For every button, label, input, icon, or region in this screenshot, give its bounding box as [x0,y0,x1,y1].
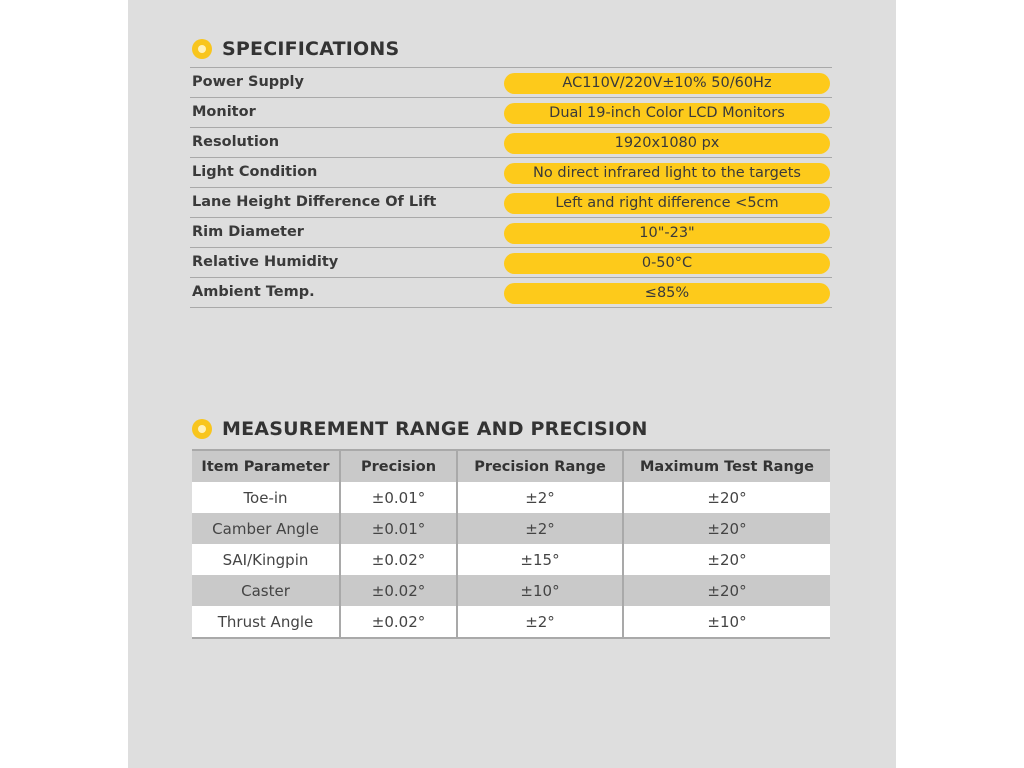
table-cell: ±15° [457,544,623,575]
table-cell: ±2° [457,606,623,638]
column-header-precision: Precision [340,450,457,482]
spec-value: No direct infrared light to the targets [504,163,830,184]
spec-row [190,248,832,278]
measurement-table [192,449,830,639]
spec-value: Left and right difference <5cm [504,193,830,214]
spec-label: Power Supply [192,74,304,90]
table-cell: ±20° [623,544,830,575]
measurement-heading [192,418,648,440]
specifications-list [190,67,832,308]
table-row [192,544,830,575]
yellow-bullet-icon [192,419,212,439]
yellow-bullet-icon [192,39,212,59]
spec-value: 0-50°C [504,253,830,274]
spec-row [190,158,832,188]
table-cell: ±2° [457,482,623,513]
table-cell: Toe-in [192,482,340,513]
spec-value: 1920x1080 px [504,133,830,154]
column-header-item-parameter: Item Parameter [192,450,340,482]
specifications-heading [192,38,399,60]
spec-row [190,128,832,158]
spec-value: Dual 19-inch Color LCD Monitors [504,103,830,124]
table-header-row [192,450,830,482]
table-cell: ±0.02° [340,606,457,638]
table-cell: ±10° [623,606,830,638]
spec-label: Resolution [192,134,280,150]
spec-row [190,278,832,308]
table-cell: ±20° [623,575,830,606]
table-cell: ±0.01° [340,482,457,513]
table-cell: ±0.02° [340,575,457,606]
table-cell: ±20° [623,482,830,513]
spec-row [190,68,832,98]
spec-label: Ambient Temp. [192,284,315,300]
table-row [192,606,830,638]
spec-row [190,188,832,218]
table-row [192,513,830,544]
spec-value: ≤85% [504,283,830,304]
spec-row [190,218,832,248]
column-header-maximum-test-range: Maximum Test Range [623,450,830,482]
spec-row [190,98,832,128]
spec-value: AC110V/220V±10% 50/60Hz [504,73,830,94]
table-cell: ±2° [457,513,623,544]
spec-label: Rim Diameter [192,224,304,240]
table-cell: ±0.02° [340,544,457,575]
table-cell: ±0.01° [340,513,457,544]
spec-label: Relative Humidity [192,254,339,270]
table-cell: SAI/Kingpin [192,544,340,575]
table-row [192,482,830,513]
table-cell: ±10° [457,575,623,606]
spec-label: Light Condition [192,164,318,180]
spec-value: 10"-23" [504,223,830,244]
table-cell: ±20° [623,513,830,544]
measurement-title: MEASUREMENT RANGE AND PRECISION [222,418,648,440]
table-cell: Thrust Angle [192,606,340,638]
spec-label: Monitor [192,104,256,120]
table-cell: Camber Angle [192,513,340,544]
spec-label: Lane Height Difference Of Lift [192,194,437,210]
column-header-precision-range: Precision Range [457,450,623,482]
table-row [192,575,830,606]
specifications-title: SPECIFICATIONS [222,38,400,60]
table-cell: Caster [192,575,340,606]
